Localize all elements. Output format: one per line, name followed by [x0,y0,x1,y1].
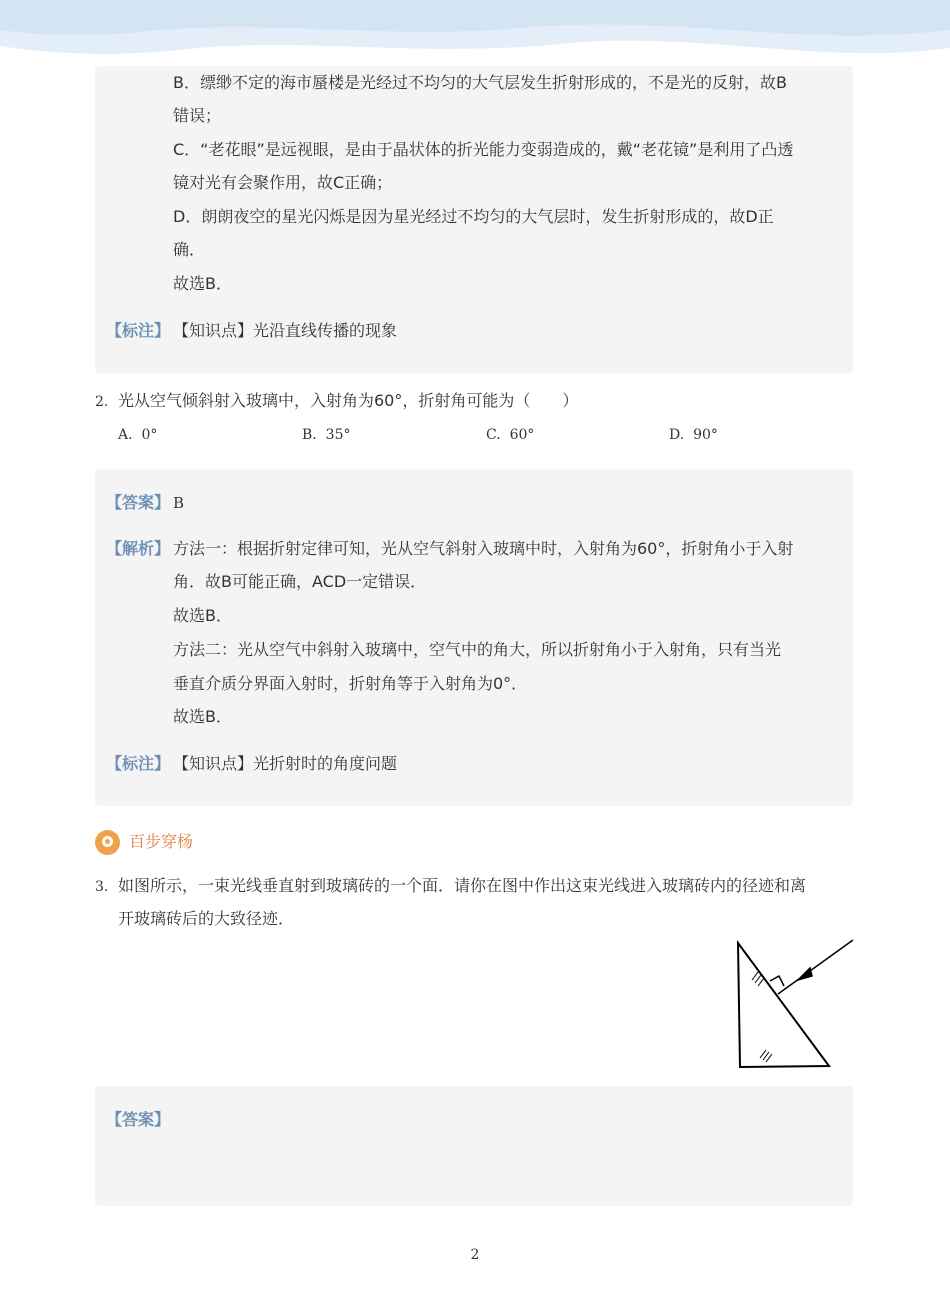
option-text: 35° [325,427,351,443]
option-text: 60° [509,427,535,443]
question-number: 2. [95,394,109,410]
analysis-line: 方法二：光从空气中斜射入玻璃中，空气中的角大，所以折射角小于入射角，只有当光 [173,640,782,659]
section-title: 百步穿杨 [129,832,194,851]
note-tag: 【标注】 [106,754,171,773]
ray-arrow-icon [798,968,812,980]
analysis-line: 角．故B可能正确，ACD一定错误． [173,572,427,591]
analysis-line: D．朗朗夜空的星光闪烁是因为星光经过不均匀的大气层时，发生折射形成的，故D正 [173,207,774,226]
option-text: 90° [693,427,718,443]
option-a [118,425,157,445]
question-stem: 如图所示，一束光线垂直射到玻璃砖的一个面．请你在图中作出这束光线进入玻璃砖内的径迹和离 [118,876,807,895]
analysis-line: 故选B． [173,274,232,293]
analysis-line: 确． [173,240,206,259]
glass-prism [738,943,829,1067]
option-label: C. [486,427,501,443]
page-number: 2 [470,1247,480,1263]
answer-box [95,1086,853,1206]
knowledge-point: 【知识点】光沿直线传播的现象 [173,321,398,340]
question-number: 3. [95,879,109,895]
incident-ray [778,940,853,994]
answer-tag: 【答案】 [106,1110,171,1129]
option-text: 0° [141,427,158,443]
answer-tag: 【答案】 [106,493,171,512]
analysis-line: 方法一：根据折射定律可知，光从空气斜射入玻璃中时，入射角为60°，折射角小于入射 [173,539,794,558]
option-label: D. [669,427,685,443]
question-stem: 光从空气倾斜射入玻璃中，入射角为60°，折射角可能为（ ） [118,391,579,410]
analysis-tag: 【解析】 [106,539,171,558]
analysis-line: C．“老花眼”是远视眼，是由于晶状体的折光能力变弱造成的，戴“老花镜”是利用了凸透 [173,140,794,159]
analysis-line: B．缥缈不定的海市蜃楼是光经过不均匀的大气层发生折射形成的，不是光的反射，故B [173,73,787,92]
option-d [669,425,718,445]
header-wave-decoration [0,0,950,70]
answer-value: B [173,494,185,512]
analysis-line: 错误； [173,106,222,125]
question-stem: 开玻璃砖后的大致径迹． [118,909,295,928]
option-b [302,425,350,445]
knowledge-point: 【知识点】光折射时的角度问题 [173,754,398,773]
option-label: B. [302,427,317,443]
analysis-line: 故选B． [173,606,232,625]
analysis-line: 故选B． [173,707,232,726]
analysis-line: 垂直介质分界面入射时，折射角等于入射角为0°． [173,674,528,693]
prism-figure [728,936,858,1074]
analysis-line: 镜对光有会聚作用，故C正确； [173,173,393,192]
lightbulb-icon [95,830,120,855]
note-tag: 【标注】 [106,321,171,340]
option-c [486,425,534,445]
option-label: A. [118,427,133,443]
right-angle-mark [770,976,784,986]
